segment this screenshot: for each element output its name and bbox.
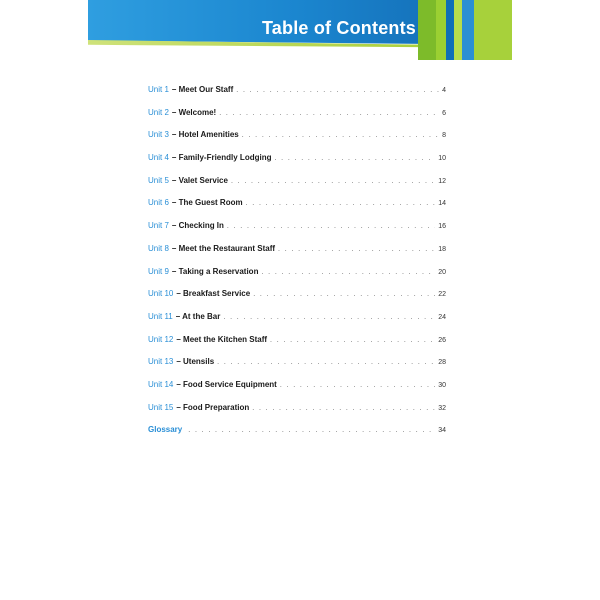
toc-page-number: 20 bbox=[438, 268, 446, 276]
toc-page-number: 18 bbox=[438, 245, 446, 253]
toc-entry[interactable] bbox=[148, 198, 446, 221]
toc-unit-label: Unit 14 bbox=[148, 379, 174, 389]
toc-entry-title: – Checking In bbox=[171, 221, 224, 231]
dot-leader bbox=[270, 337, 435, 344]
toc-entry[interactable] bbox=[148, 130, 446, 153]
toc-unit-label: Unit 15 bbox=[148, 402, 174, 412]
toc-entry-title: – Family-Friendly Lodging bbox=[171, 153, 272, 163]
page-title: Table of Contents bbox=[261, 18, 416, 38]
toc-unit-label: Unit 2 bbox=[148, 107, 169, 117]
dot-leader bbox=[188, 427, 435, 434]
dot-leader bbox=[274, 155, 435, 162]
toc-entry[interactable] bbox=[148, 289, 446, 312]
toc-unit-label: Unit 12 bbox=[148, 334, 174, 344]
toc-entry[interactable] bbox=[148, 335, 446, 358]
dot-leader bbox=[219, 110, 439, 117]
toc-page-number: 30 bbox=[438, 381, 446, 389]
header-stripe-bar bbox=[474, 0, 512, 60]
toc-unit-label: Unit 8 bbox=[148, 243, 169, 253]
header-stripe-bar bbox=[462, 0, 474, 60]
toc-page-number: 16 bbox=[438, 223, 446, 231]
toc-page-number: 14 bbox=[438, 200, 446, 208]
header-stripe-bar bbox=[446, 0, 454, 60]
toc-unit-label: Unit 3 bbox=[148, 130, 169, 140]
toc-entry[interactable] bbox=[148, 403, 446, 426]
dot-leader bbox=[227, 223, 435, 230]
toc-entry-title: – Breakfast Service bbox=[176, 289, 251, 299]
toc-entry-title: – The Guest Room bbox=[171, 198, 243, 208]
dot-leader bbox=[278, 246, 435, 253]
toc-unit-label: Unit 6 bbox=[148, 198, 169, 208]
toc-unit-label: Glossary bbox=[148, 425, 183, 435]
dot-leader bbox=[261, 269, 435, 276]
toc-entry-title: – Meet the Restaurant Staff bbox=[171, 243, 276, 253]
dot-leader bbox=[253, 291, 435, 298]
toc-page-number: 10 bbox=[438, 155, 446, 163]
toc-entry[interactable] bbox=[148, 244, 446, 267]
toc-unit-label: Unit 7 bbox=[148, 221, 169, 231]
toc-entry-title: – Food Preparation bbox=[176, 402, 250, 412]
toc-entry-title: – At the Bar bbox=[175, 311, 221, 321]
dot-leader bbox=[246, 200, 436, 207]
header-stripe-bar bbox=[454, 0, 462, 60]
toc-entry[interactable] bbox=[148, 108, 446, 131]
toc-entry-title: – Valet Service bbox=[171, 175, 228, 185]
toc-entry-glossary[interactable] bbox=[148, 425, 446, 448]
toc-entry-title: – Utensils bbox=[176, 357, 215, 367]
dot-leader bbox=[217, 359, 435, 366]
toc-page-number: 22 bbox=[438, 291, 446, 299]
toc-page-number: 4 bbox=[442, 87, 446, 94]
toc-page-number: 28 bbox=[438, 359, 446, 367]
toc-page-number: 6 bbox=[442, 109, 446, 117]
toc-entry[interactable] bbox=[148, 153, 446, 176]
toc-unit-label: Unit 1 bbox=[148, 85, 169, 94]
toc-unit-label: Unit 5 bbox=[148, 175, 169, 185]
toc-entry-title: – Food Service Equipment bbox=[176, 379, 277, 389]
header-stripe-bar bbox=[436, 0, 446, 60]
dot-leader bbox=[231, 178, 435, 185]
dot-leader bbox=[280, 382, 435, 389]
dot-leader bbox=[242, 132, 439, 139]
toc-entry-title: – Meet the Kitchen Staff bbox=[176, 334, 268, 344]
toc-unit-label: Unit 13 bbox=[148, 357, 174, 367]
toc-entry[interactable] bbox=[148, 357, 446, 380]
toc-page-number: 32 bbox=[438, 404, 446, 412]
toc-entry[interactable] bbox=[148, 312, 446, 335]
toc-entry[interactable] bbox=[148, 176, 446, 199]
dot-leader bbox=[252, 405, 435, 412]
toc-entry[interactable] bbox=[148, 85, 446, 108]
toc-entry-title: – Taking a Reservation bbox=[171, 266, 259, 276]
toc-page-number: 12 bbox=[438, 177, 446, 185]
toc-entry[interactable] bbox=[148, 221, 446, 244]
toc-entry-title: – Hotel Amenities bbox=[171, 130, 239, 140]
toc-entry-title: – Meet Our Staff bbox=[171, 85, 234, 94]
dot-leader bbox=[223, 314, 435, 321]
toc-page-number: 34 bbox=[438, 427, 446, 435]
toc-entry-title: – Welcome! bbox=[171, 107, 217, 117]
toc-unit-label: Unit 10 bbox=[148, 289, 174, 299]
toc-unit-label: Unit 4 bbox=[148, 153, 169, 163]
header-stripe-bar bbox=[418, 0, 436, 60]
table-of-contents bbox=[148, 85, 446, 448]
toc-entry[interactable] bbox=[148, 267, 446, 290]
dot-leader bbox=[236, 87, 439, 94]
toc-unit-label: Unit 9 bbox=[148, 266, 169, 276]
toc-page-number: 26 bbox=[438, 336, 446, 344]
toc-entry[interactable] bbox=[148, 380, 446, 403]
toc-page-number: 8 bbox=[442, 132, 446, 140]
toc-unit-label: Unit 11 bbox=[148, 311, 173, 321]
toc-page-number: 24 bbox=[438, 313, 446, 321]
